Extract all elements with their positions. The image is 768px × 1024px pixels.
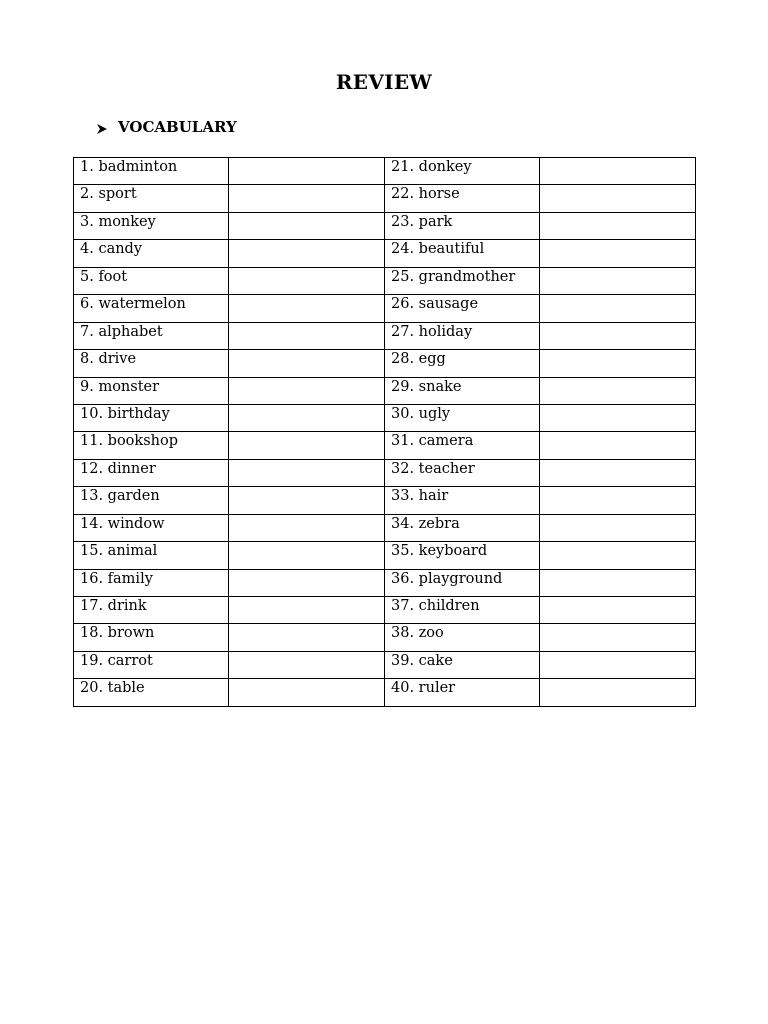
answer-cell[interactable] [229,377,385,404]
table-row [74,185,696,212]
vocab-word-cell: 21. donkey [385,158,540,185]
table-row [74,404,696,431]
answer-cell[interactable] [540,377,696,404]
answer-cell[interactable] [540,514,696,541]
table-row [74,240,696,267]
vocabulary-table [73,157,696,707]
table-row [74,542,696,569]
answer-cell[interactable] [229,624,385,651]
vocab-word-cell: 34. zebra [385,514,540,541]
answer-cell[interactable] [229,651,385,678]
vocab-word-cell: 10. birthday [74,404,229,431]
vocab-word-cell: 18. brown [74,624,229,651]
answer-cell[interactable] [540,459,696,486]
answer-cell[interactable] [540,679,696,706]
answer-cell[interactable] [229,212,385,239]
vocab-word-cell: 40. ruler [385,679,540,706]
vocab-word-cell: 16. family [74,569,229,596]
table-row [74,597,696,624]
answer-cell[interactable] [540,569,696,596]
vocab-word-cell: 2. sport [74,185,229,212]
answer-cell[interactable] [229,322,385,349]
table-row [74,267,696,294]
vocab-word-cell: 32. teacher [385,459,540,486]
answer-cell[interactable] [540,240,696,267]
vocab-word-cell: 33. hair [385,487,540,514]
answer-cell[interactable] [540,487,696,514]
vocab-word-cell: 12. dinner [74,459,229,486]
answer-cell[interactable] [229,514,385,541]
answer-cell[interactable] [229,597,385,624]
answer-cell[interactable] [229,459,385,486]
answer-cell[interactable] [540,322,696,349]
table-row [74,487,696,514]
table-row [74,377,696,404]
vocab-word-cell: 23. park [385,212,540,239]
answer-cell[interactable] [229,569,385,596]
table-row [74,679,696,706]
vocab-word-cell: 14. window [74,514,229,541]
table-row [74,350,696,377]
vocab-word-cell: 27. holiday [385,322,540,349]
vocab-word-cell: 28. egg [385,350,540,377]
answer-cell[interactable] [540,597,696,624]
answer-cell[interactable] [229,404,385,431]
answer-cell[interactable] [540,432,696,459]
answer-cell[interactable] [229,240,385,267]
table-row [74,569,696,596]
answer-cell[interactable] [540,212,696,239]
answer-cell[interactable] [229,350,385,377]
answer-cell[interactable] [540,158,696,185]
vocab-word-cell: 35. keyboard [385,542,540,569]
table-row [74,158,696,185]
vocab-word-cell: 3. monkey [74,212,229,239]
vocab-word-cell: 22. horse [385,185,540,212]
answer-cell[interactable] [229,679,385,706]
answer-cell[interactable] [540,267,696,294]
vocab-word-cell: 6. watermelon [74,295,229,322]
vocab-word-cell: 8. drive [74,350,229,377]
table-row [74,624,696,651]
vocab-word-cell: 39. cake [385,651,540,678]
vocab-word-cell: 29. snake [385,377,540,404]
answer-cell[interactable] [540,651,696,678]
vocab-word-cell: 4. candy [74,240,229,267]
vocab-word-cell: 17. drink [74,597,229,624]
answer-cell[interactable] [229,432,385,459]
vocab-word-cell: 9. monster [74,377,229,404]
vocabulary-table-body [74,158,696,707]
answer-cell[interactable] [229,267,385,294]
vocab-word-cell: 15. animal [74,542,229,569]
answer-cell[interactable] [540,295,696,322]
vocab-word-cell: 20. table [74,679,229,706]
section-heading-label: VOCABULARY [118,118,237,136]
vocab-word-cell: 30. ugly [385,404,540,431]
table-row [74,212,696,239]
arrow-bullet-icon [96,121,108,133]
table-row [74,295,696,322]
vocab-word-cell: 26. sausage [385,295,540,322]
page-title: REVIEW [335,70,433,94]
answer-cell[interactable] [229,158,385,185]
answer-cell[interactable] [540,350,696,377]
answer-cell[interactable] [540,542,696,569]
vocab-word-cell: 13. garden [74,487,229,514]
vocab-word-cell: 1. badminton [74,158,229,185]
vocab-word-cell: 37. children [385,597,540,624]
table-row [74,432,696,459]
answer-cell[interactable] [540,404,696,431]
vocab-word-cell: 25. grandmother [385,267,540,294]
table-row [74,651,696,678]
table-row [74,322,696,349]
table-row [74,514,696,541]
section-heading [96,118,237,136]
vocab-word-cell: 5. foot [74,267,229,294]
vocab-word-cell: 11. bookshop [74,432,229,459]
vocab-word-cell: 7. alphabet [74,322,229,349]
answer-cell[interactable] [540,185,696,212]
answer-cell[interactable] [229,542,385,569]
table-row [74,459,696,486]
vocab-word-cell: 24. beautiful [385,240,540,267]
answer-cell[interactable] [229,487,385,514]
vocab-word-cell: 36. playground [385,569,540,596]
vocab-word-cell: 31. camera [385,432,540,459]
vocab-word-cell: 19. carrot [74,651,229,678]
vocab-word-cell: 38. zoo [385,624,540,651]
answer-cell[interactable] [229,185,385,212]
answer-cell[interactable] [229,295,385,322]
answer-cell[interactable] [540,624,696,651]
